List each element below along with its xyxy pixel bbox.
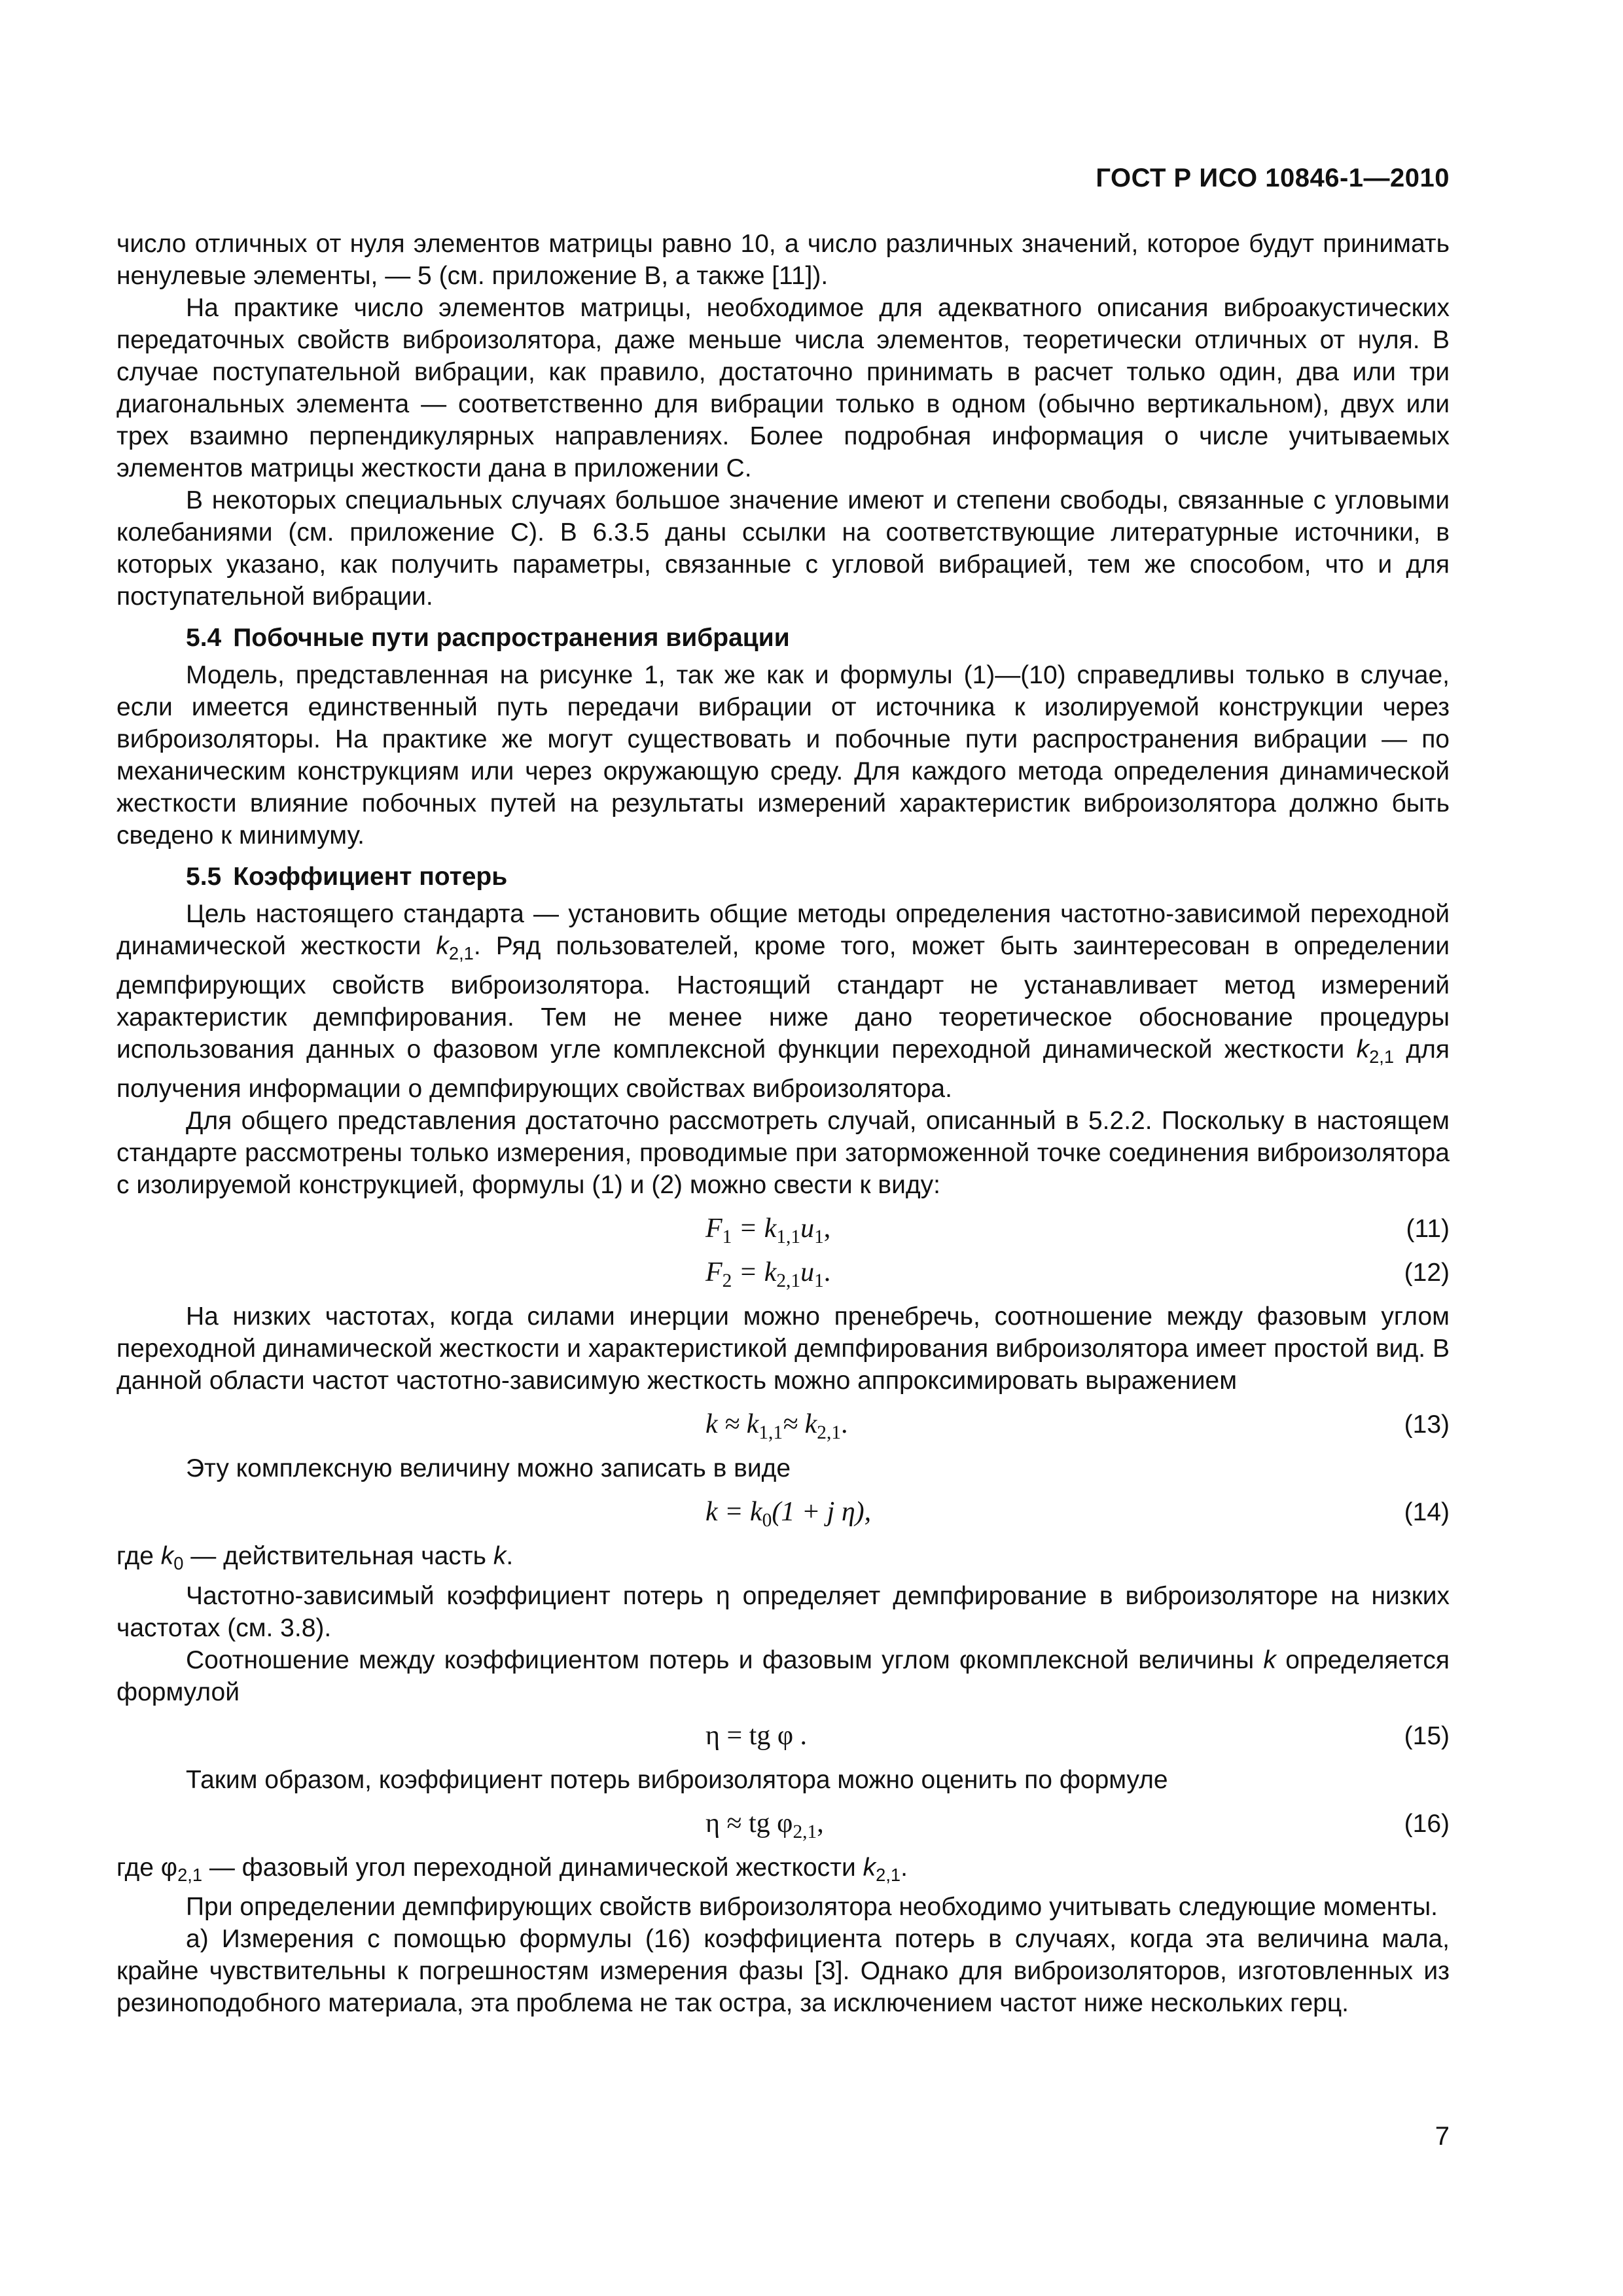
section-number: 5.4 xyxy=(186,624,222,652)
symbol-subscript: 2,1 xyxy=(177,1864,203,1885)
paragraph: Эту комплексную величину можно записать в виде xyxy=(186,1454,791,1483)
formula: $F_2 = k_{2,1}u_1$. xyxy=(705,1257,831,1292)
section-title: Коэффициент потерь xyxy=(233,863,508,891)
formula: $F_1 = k_{1,1}u_1$, xyxy=(705,1213,831,1248)
paragraph: На низких частотах, когда силами инерции можно пренебречь, соотношение между фазовым углом переходной динамической жесткости и характеристикой демпфирования виброизолятора имеет простой вид. В данной области частот частотно-зависимую жесткость можно аппроксимировать выражением xyxy=(116,1302,1450,1395)
paragraph: Таким образом, коэффициент потерь виброизолятора можно оценить по формуле xyxy=(186,1765,1168,1794)
paragraph: а) Измерения с помощью формулы (16) коэффициента потерь в случаях, когда эта величина мала, крайне чувствительны к погрешностям измерения фазы [3]. Однако для виброизоляторов, изготовленных из резиноподобного материала, эта проблема не так остра, за исключением частот ниже нескольких герц. xyxy=(116,1924,1450,2017)
equation-number: (15) xyxy=(1404,1721,1450,1750)
equation-11 xyxy=(116,1213,1450,1248)
text-run: для получения информации о демпфирующих свойствах виброизолятора. xyxy=(116,1035,1450,1103)
symbol-subscript: 2,1 xyxy=(876,1864,901,1885)
equation-number: (14) xyxy=(1404,1498,1450,1527)
equation-number: (16) xyxy=(1404,1809,1450,1838)
paragraph: В некоторых специальных случаях большое значение имеют и степени свободы, связанные с угловыми колебаниями (см. приложение С). В 6.3.5 даны ссылки на соответствующие литературные источники, в которых указано, как получить параметры, связанные с угловой вибрацией, тем же способом, что и для поступательной вибрации. xyxy=(116,486,1450,611)
paragraph: Модель, представленная на рисунке 1, так же как и формулы (1)—(10) справедливы только в случае, если имеется единственный путь передачи вибрации от источника к изолируемой конструкции через виброизоляторы. На практике же могут существовать и побочные пути распространения вибрации — по механическим конструкциям или через окружающую среду. Для каждого метода определения динамической жесткости влияние побочных путей на результаты измерений характеристик виброизолятора должно быть сведено к минимуму. xyxy=(116,661,1450,850)
symbol-k: k xyxy=(863,1853,876,1882)
formula: $k \approx k_{1,1}\approx k_{2,1}$. xyxy=(705,1409,848,1444)
text-run: . Ряд пользователей, кроме того, может быть заинтересован в определении демпфирующих свойств виброизолятора. Настоящий стандарт не устанавливает метод измерений характеристик демпфирования. Тем не менее ниже дано теоретическое обоснование процедуры использования данных о фазовом угле комплексной функции переходной динамической жесткости xyxy=(116,932,1450,1064)
symbol-subscript: 0 xyxy=(173,1553,184,1574)
section-heading-5-4 xyxy=(116,622,1450,654)
equation-16 xyxy=(116,1808,1450,1840)
symbol-k: k xyxy=(493,1542,507,1571)
equation-number: (11) xyxy=(1406,1215,1450,1244)
paragraph: Для общего представления достаточно рассмотреть случай, описанный в 5.2.2. Поскольку в настоящем стандарте рассмотрены только измерения, проводимые при заторможенной точке соединения виброизолятора с изолируемой конструкцией, формулы (1) и (2) можно свести к виду: xyxy=(116,1107,1450,1200)
document-body xyxy=(116,228,1450,2019)
paragraph: число отличных от нуля элементов матрицы равно 10, а число различных значений, которое будут принимать ненулевые элементы, — 5 (см. приложение В, а также [11]). xyxy=(116,230,1450,290)
paragraph: где $k_0$ — действительная часть k. xyxy=(116,1542,514,1574)
symbol-phi: φ xyxy=(160,1853,178,1882)
symbol-k: k xyxy=(1356,1035,1370,1064)
formula: $k = k_0(1 + j$ η), xyxy=(705,1497,872,1532)
equation-14 xyxy=(116,1496,1450,1532)
paragraph: На практике число элементов матрицы, необходимое для адекватного описания виброакустических передаточных свойств виброизолятора, даже меньше числа элементов, теоретически отличных от нуля. В случае поступательной вибрации, как правило, достаточно принимать в расчет только один, два или три диагональных элемента — соответственно для вибрации только в одном (обычно вертикальном), двух или трех взаимно перпендикулярных направлениях. Более подробная информация о числе учитываемых элементов матрицы жесткости дана в приложении С. xyxy=(116,294,1450,482)
page-number: 7 xyxy=(1435,2122,1450,2151)
text-run: Цель настоящего стандарта — установить общие методы определения частотно-зависимой переходной динамической жесткости xyxy=(116,900,1450,960)
paragraph: Соотношение между коэффициентом потерь и фазовым углом φкомплексной величины k определяется формулой xyxy=(116,1645,1450,1706)
document-header: ГОСТ Р ИСО 10846-1—2010 xyxy=(1096,164,1450,192)
paragraph xyxy=(116,898,1450,1105)
symbol-subscript: 2,1 xyxy=(1369,1047,1395,1067)
equation-13 xyxy=(116,1408,1450,1444)
equation-15 xyxy=(116,1720,1450,1752)
symbol-k: k xyxy=(436,932,449,960)
paragraph: Частотно-зависимый коэффициент потерь η определяет демпфирование в виброизоляторе на низких частотах (см. 3.8). xyxy=(116,1581,1450,1642)
paragraph: где $\varphi_{2,1}$ — фазовый угол переходной динамической жесткости $k_{2,1}$. xyxy=(116,1853,908,1885)
section-title: Побочные пути распространения вибрации xyxy=(233,624,790,652)
symbol-subscript: 2,1 xyxy=(448,943,474,964)
equation-number: (13) xyxy=(1404,1410,1450,1439)
formula: η ≈ tg $\varphi_{2,1}$, xyxy=(705,1808,824,1842)
equation-12 xyxy=(116,1257,1450,1292)
equation-number: (12) xyxy=(1404,1259,1450,1287)
formula: η = tg φ . xyxy=(705,1720,808,1751)
section-heading-5-5 xyxy=(116,861,1450,893)
symbol-k: k xyxy=(1263,1645,1276,1674)
symbol-k: k xyxy=(160,1542,174,1571)
section-number: 5.5 xyxy=(186,863,222,891)
paragraph: При определении демпфирующих свойств виброизолятора необходимо учитывать следующие моменты. xyxy=(186,1892,1438,1921)
